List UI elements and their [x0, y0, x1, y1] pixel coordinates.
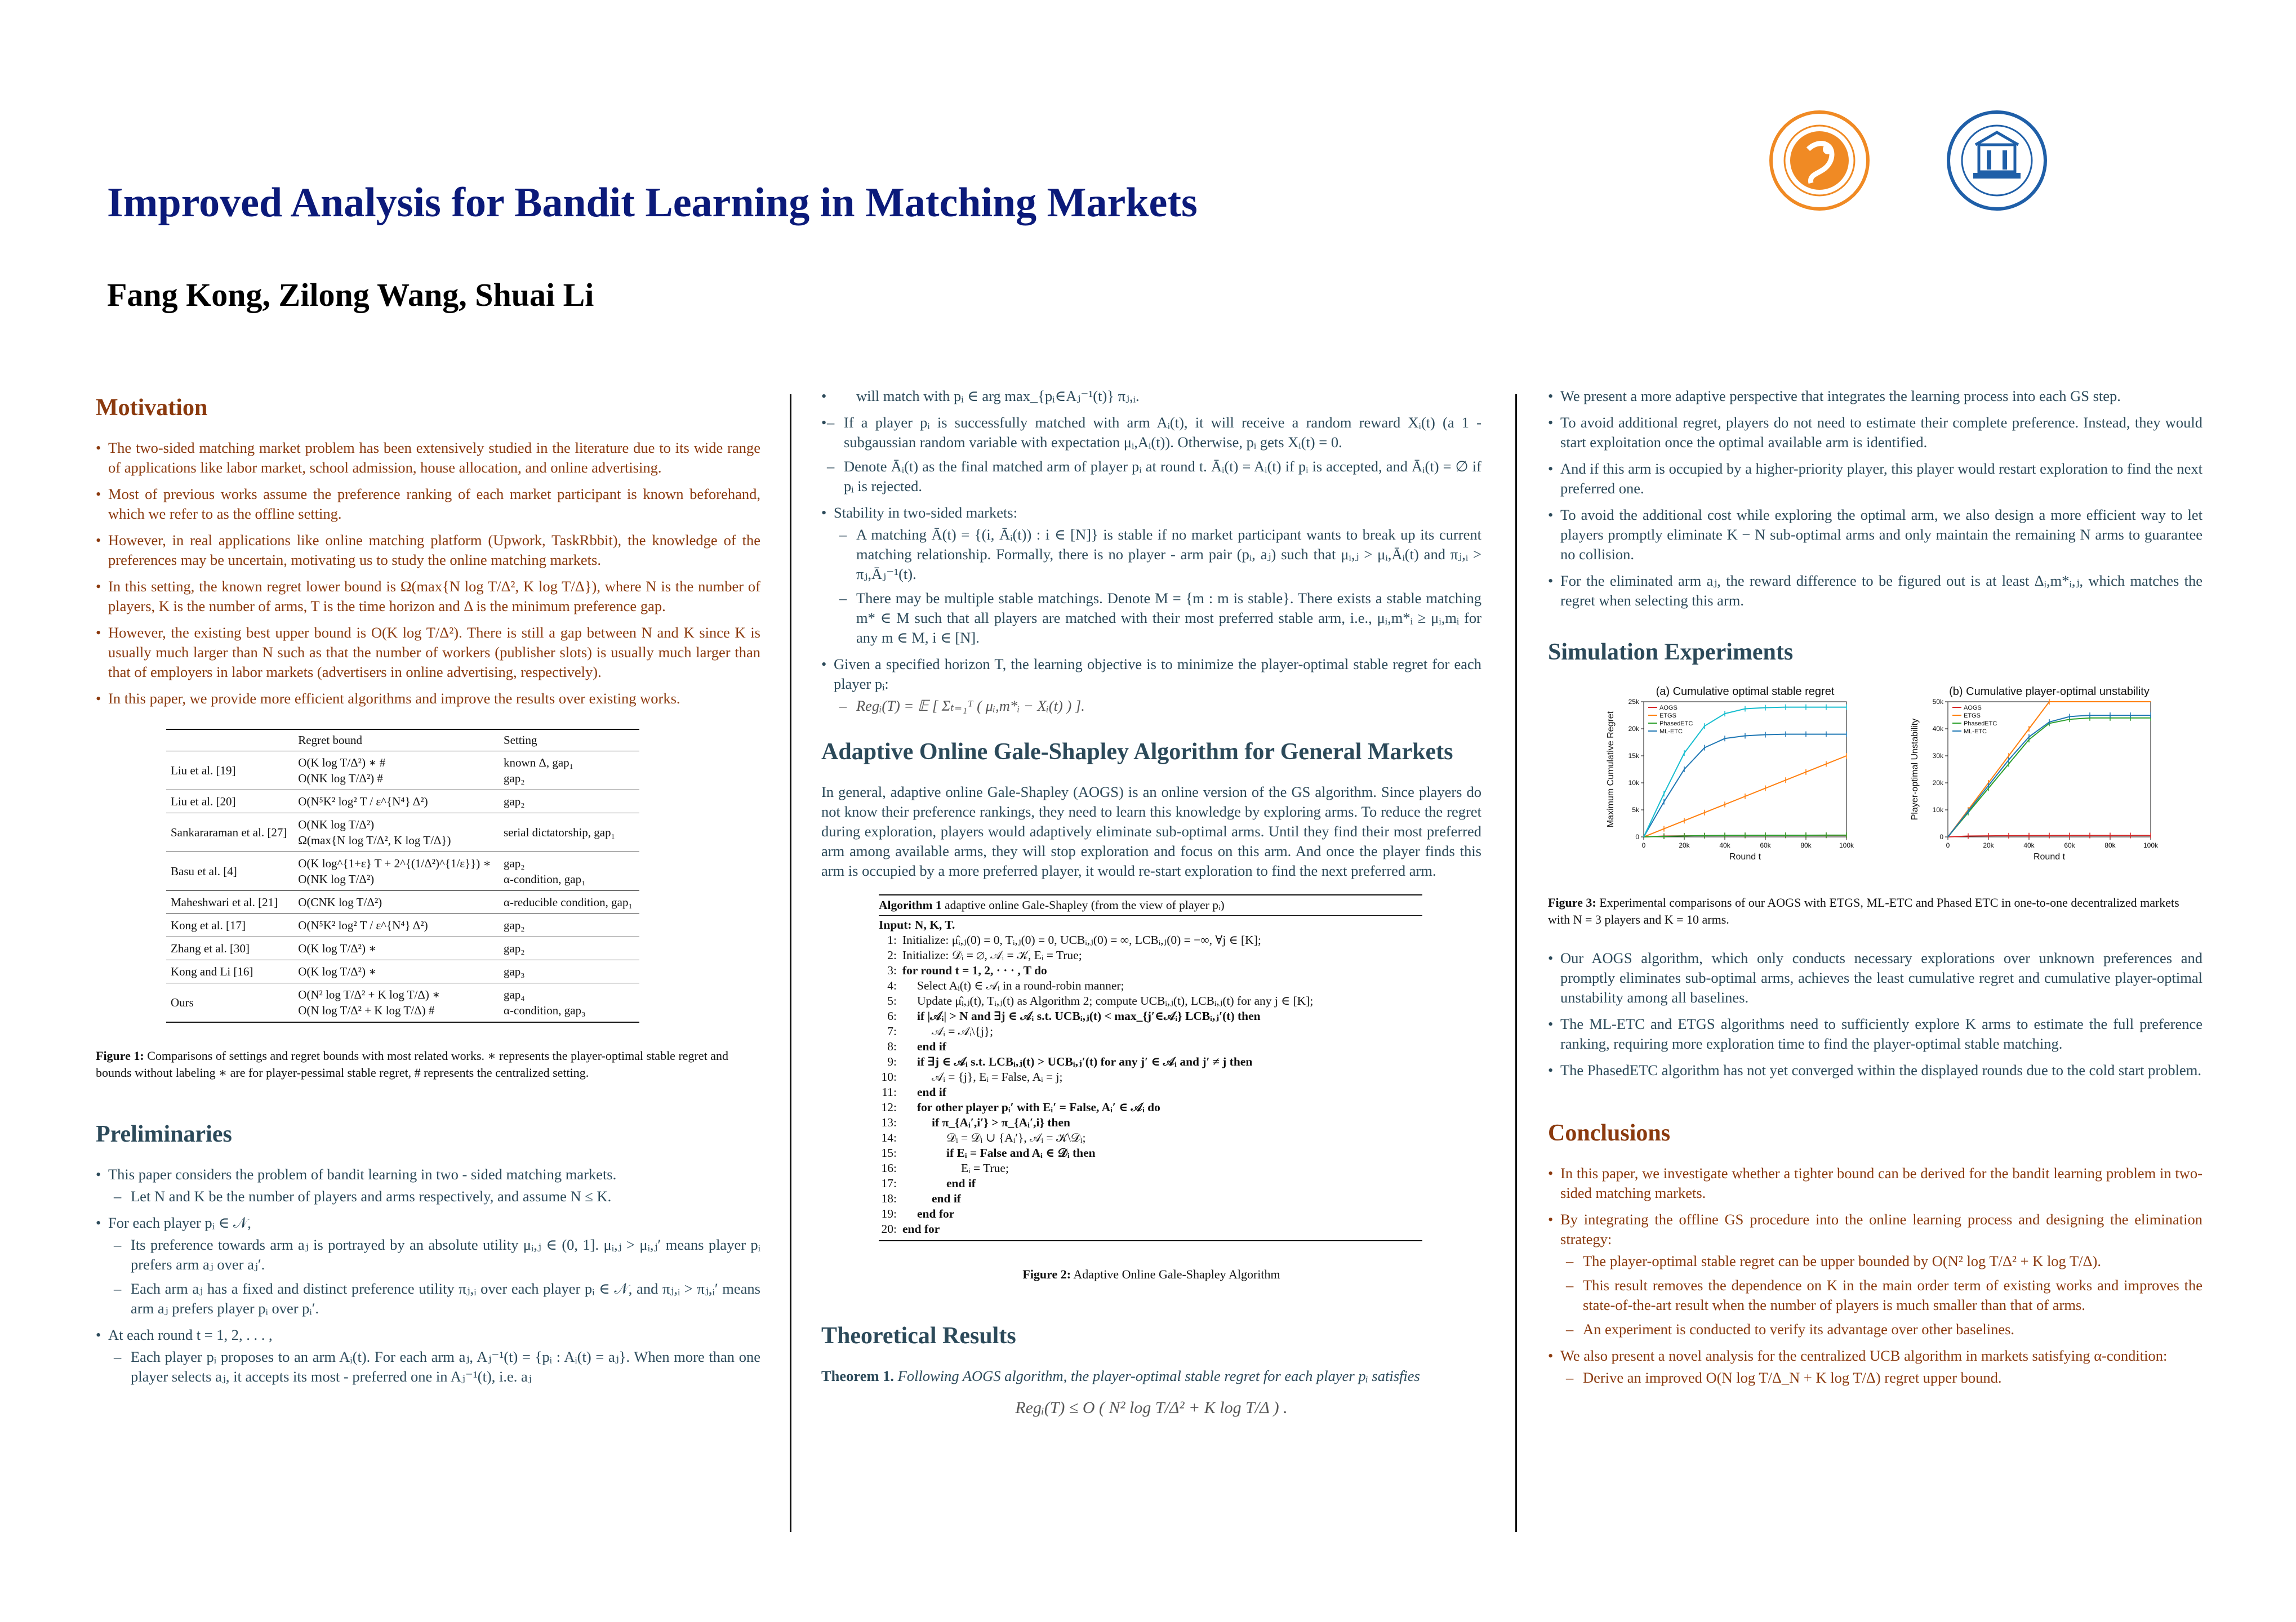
algorithm-line — [879, 1115, 1422, 1130]
table-cell: serial dictatorship, gap₁ — [499, 813, 639, 852]
y-tick-label: 0 — [1939, 833, 1943, 841]
legend-label: AOGS — [1964, 705, 1982, 711]
algorithm-box — [879, 894, 1422, 1241]
table-row — [166, 891, 639, 914]
conclusion-sub-bullet: – The player-optimal stable regret can be upper bounded by O(N² log T/Δ² + K log T/Δ). — [1560, 1251, 2202, 1271]
algorithm-line-number: 18: — [881, 1192, 897, 1205]
y-tick-label: 30k — [1932, 752, 1943, 760]
comparison-table — [166, 729, 639, 1023]
x-tick-label: 80k — [1800, 841, 1812, 849]
table-row — [166, 852, 639, 891]
objective-formula: – Regᵢ(T) = 𝔼 [ Σₜ₌₁ᵀ ( μᵢ,m*ᵢ − Xᵢ(t) ) ]. — [834, 696, 1481, 716]
conclusions-heading: Conclusions — [1548, 1120, 1671, 1146]
algorithm-line-text: 𝒜ᵢ = {j}, Eᵢ = False, Aᵢ = j; — [932, 1070, 1063, 1084]
figure2-caption-text: Adaptive Online Gale-Shapley Algorithm — [1073, 1267, 1280, 1281]
figure3-caption-label: Figure 3: — [1548, 895, 1596, 910]
y-axis-label: Player-optimal Unstability — [1910, 718, 1920, 821]
prelim-sub-bullet: – Let N and K be the number of players and arms respectively, and assume N ≤ K. — [108, 1187, 760, 1206]
legend-label: ETGS — [1964, 712, 1981, 719]
approach-bullet: • We present a more adaptive perspective that integrates the learning process into each GS step. — [1548, 386, 2202, 406]
simulation-bullet: • The ML-ETC and ETGS algorithms need to sufficiently explore K arms to estimate the full preference ranking, requiring more exploration time to find the player-optimal stable matching. — [1548, 1014, 2202, 1054]
prelim-continued-list — [821, 386, 1481, 406]
theorem-formula: Regᵢ(T) ≤ O ( N² log T/Δ² + K log T/Δ ) . — [1015, 1398, 1288, 1417]
algorithm-line — [879, 1024, 1422, 1039]
table-row — [166, 751, 639, 790]
table-cell: O(N⁵K² log² T / ε^{N⁴} Δ²) — [293, 790, 499, 813]
table-cell: O(K log T/Δ²) ∗ — [293, 937, 499, 960]
y-tick-label: 25k — [1628, 698, 1639, 706]
approach-list — [1548, 386, 2202, 611]
table-cell: O(CNK log T/Δ²) — [293, 891, 499, 914]
y-tick-label: 20k — [1932, 779, 1943, 787]
table-cell: Ours — [166, 983, 293, 1023]
algorithm-line — [879, 1222, 1422, 1237]
algorithm-line-number: 11: — [882, 1085, 897, 1099]
algorithm-line-number: 1: — [887, 933, 897, 947]
algorithm-number: Algorithm 1 — [879, 898, 942, 912]
simulation-bullet: • The PhasedETC algorithm has not yet converged within the displayed rounds due to the cold start problem. — [1548, 1060, 2202, 1080]
algorithm-line — [879, 993, 1422, 1009]
theorem-1 — [821, 1366, 1481, 1386]
reward-group — [821, 413, 1481, 496]
column-right — [1548, 387, 2202, 1394]
table-cell: Maheshwari et al. [21] — [166, 891, 293, 914]
algorithm-line-number: 7: — [887, 1024, 897, 1038]
y-tick-label: 50k — [1932, 698, 1943, 706]
y-tick-label: 0 — [1635, 833, 1639, 841]
chart-cumulative-regret — [1604, 683, 1886, 868]
table-cell: Liu et al. [19] — [166, 751, 293, 790]
aogs-paragraph: In general, adaptive online Gale-Shapley (AOGS) is an online version of the GS algorithm. Since players do not know their preference rankings, they need to learn this knowledge by exploring arms. To reduce the regret during exploration, players would adaptively eliminate sub-optimal arms. Until they find their most preferred arm among available arms, they will stop exploration and focus on this arm. And once the player finds this arm is occupied by a more preferred player, it would re-start exploration to find the next preferred arm. — [821, 783, 1481, 879]
simulation-findings-list — [1548, 948, 2202, 1080]
algorithm-line-number: 15: — [881, 1146, 897, 1160]
preliminaries-heading: Preliminaries — [96, 1121, 232, 1147]
conclusion-bullet-text: We also present a novel analysis for the centralized UCB algorithm in markets satisfying α-condition: — [1560, 1347, 2168, 1364]
table-cell: Liu et al. [20] — [166, 790, 293, 813]
prelim-bullet — [96, 1325, 760, 1387]
table-row — [166, 914, 639, 937]
algorithm-line-number: 4: — [887, 979, 897, 992]
motivation-bullet: • However, the existing best upper bound is O(K log T/Δ²). There is still a gap between N and K since K is usually much larger than N such as that the number of workers (publisher slots) is usually much larger than that of employers in labor markets (advertisers in online advertising, respectively). — [96, 623, 760, 682]
algorithm-line-text: Eᵢ = True; — [961, 1161, 1009, 1175]
conclusion-bullet: • In this paper, we investigate whether a tighter bound can be derived for the bandit learning problem in two-sided matching markets. — [1548, 1164, 2202, 1203]
reward-sub-bullet: – • If a player pᵢ is successfully matched with arm Aᵢ(t), it will receive a random reward Xᵢ(t) (a 1 - subgaussian random variable with expectation μᵢ,Aᵢ(t)). Otherwise, pᵢ gets Xᵢ(t) = 0. — [821, 413, 1481, 452]
comparison-table-wrap — [166, 729, 760, 1023]
algorithm-line — [879, 1206, 1422, 1222]
prelim-bullet-text: At each round t = 1, 2, . . . , — [108, 1326, 273, 1343]
y-tick-label: 10k — [1932, 806, 1943, 814]
prelim-sub-bullet: – Its preference towards arm aⱼ is portrayed by an absolute utility μᵢ,ⱼ ∈ (0, 1]. μᵢ,ⱼ > μᵢ,ⱼ′ means player pᵢ prefers arm aⱼ over aⱼ′. — [108, 1235, 760, 1275]
algorithm-line-number: 10: — [881, 1070, 897, 1084]
simulation-figure — [1548, 683, 2202, 868]
table-cell: gap₂ — [499, 937, 639, 960]
x-tick-label: 40k — [2023, 841, 2035, 849]
approach-bullet: • To avoid the additional cost while exploring the optimal arm, we also design a more efficient way to let players promptly eliminate K − N sub-optimal arms and only maintain the remaining N arms to guarantee no collision. — [1548, 505, 2202, 564]
algorithm-line-number: 20: — [881, 1222, 897, 1236]
algorithm-line-number: 16: — [881, 1161, 897, 1175]
chart-title: (a) Cumulative optimal stable regret — [1656, 685, 1835, 698]
algorithm-input: Input: N, K, T. — [879, 918, 955, 932]
figure1-caption — [96, 1048, 760, 1081]
x-tick-label: 0 — [1946, 841, 1950, 849]
simulation-heading: Simulation Experiments — [1548, 639, 1794, 665]
figure1-caption-label: Figure 1: — [96, 1049, 144, 1063]
table-row — [166, 960, 639, 983]
y-tick-label: 40k — [1932, 725, 1943, 733]
algorithm-title — [879, 894, 1422, 916]
motivation-heading: Motivation — [96, 395, 208, 421]
algorithm-line-text: Update μ̂ᵢ,ⱼ(t), Tᵢ,ⱼ(t) as Algorithm 2; compute UCBᵢ,ⱼ(t), LCBᵢ,ⱼ(t) for any j ∈ [K]; — [917, 994, 1314, 1008]
algorithm-line — [879, 1176, 1422, 1191]
stability-sub-bullet: – There may be multiple stable matchings. Denote M = {m : m is stable}. There exists a stable matching m* ∈ M such that all players are matched with their most preferred stable arm, i.e., μᵢ,m*ᵢ ≥ μᵢ,mᵢ for any m ∈ M, i ∈ [N]. — [834, 589, 1481, 648]
prelim-sub-bullet: – Each player pᵢ proposes to an arm Aᵢ(t). For each arm aⱼ, Aⱼ⁻¹(t) = {pᵢ : Aᵢ(t) = aⱼ}. When more than one player selects aⱼ, it accepts its most - preferred one in Aⱼ⁻¹(t), i.e. aⱼ — [108, 1347, 760, 1387]
algorithm-line — [879, 1100, 1422, 1115]
sustech-logo — [1769, 110, 1870, 211]
algorithm-line-text: end for — [902, 1222, 940, 1236]
table-header: Regret bound — [293, 729, 499, 751]
legend-label: ETGS — [1659, 712, 1676, 719]
algorithm-line-text: end if — [917, 1040, 946, 1053]
algorithm-line-number: 14: — [881, 1131, 897, 1144]
figure3-caption-text: Experimental comparisons of our AOGS with ETGS, ML-ETC and Phased ETC in one-to-one decentralized markets with N = 3 players and K = 10 arms. — [1548, 895, 2179, 926]
x-tick-label: 100k — [1839, 841, 1854, 849]
x-axis-label: Round t — [2033, 852, 2066, 862]
algorithm-line-text: Initialize: μ̂ᵢ,ⱼ(0) = 0, Tᵢ,ⱼ(0) = 0, UCBᵢ,ⱼ(0) = ∞, LCBᵢ,ⱼ(0) = −∞, ∀j ∈ [K]; — [902, 933, 1261, 947]
column-left — [96, 394, 760, 1393]
table-cell: Zhang et al. [30] — [166, 937, 293, 960]
conclusion-sub-bullet: – This result removes the dependence on K in the main order term of existing works and improves the state-of-the-art result when the number of players is much smaller than that of arms. — [1560, 1276, 2202, 1315]
approach-bullet: • To avoid additional regret, players do not need to estimate their complete preference. Instead, they would start exploitation once the optimal available arm is identified. — [1548, 413, 2202, 452]
algorithm-line-number: 5: — [887, 994, 897, 1008]
aogs-heading: Adaptive Online Gale-Shapley Algorithm for General Markets — [821, 739, 1453, 765]
algorithm-line-text: for other player pᵢ′ with Eᵢ′ = False, Aᵢ′ ∈ 𝒜ᵢ do — [917, 1100, 1160, 1114]
table-cell: O(NK log T/Δ²) Ω(max{N log T/Δ², K log T/Δ}) — [293, 813, 499, 852]
approach-bullet: • For the eliminated arm aⱼ, the reward difference to be figured out is at least Δᵢ,m*ᵢ,ⱼ, which matches the regret when selecting this arm. — [1548, 571, 2202, 611]
algorithm-line-text: end if — [917, 1085, 946, 1099]
motivation-bullet: • Most of previous works assume the preference ranking of each market participant is known beforehand, which we refer to as the offline setting. — [96, 484, 760, 524]
prelim-bullet-text: This paper considers the problem of bandit learning in two - sided matching markets. — [108, 1166, 617, 1183]
column-divider-2 — [1515, 394, 1517, 1532]
x-tick-label: 0 — [1641, 841, 1646, 849]
table-cell: O(K log^{1+ε} T + 2^{(1/Δ²)^{1/ε}}) ∗ O(NK log T/Δ²) — [293, 852, 499, 891]
algorithm-line — [879, 1146, 1422, 1161]
algorithm-line-number: 12: — [881, 1100, 897, 1114]
x-tick-label: 40k — [1719, 841, 1730, 849]
table-row — [166, 813, 639, 852]
algorithm-line-number: 2: — [887, 948, 897, 962]
theory-heading: Theoretical Results — [821, 1323, 1016, 1349]
table-header — [166, 729, 293, 751]
reward-list — [821, 413, 1481, 716]
chart-player-unstability — [1908, 683, 2190, 868]
algorithm-line-number: 6: — [887, 1009, 897, 1023]
algorithm-line — [879, 933, 1422, 948]
legend-label: ML-ETC — [1964, 728, 1987, 735]
algorithm-line-text: 𝒜ᵢ = 𝒜ᵢ\{j}; — [932, 1024, 994, 1038]
sjtu-logo — [1946, 110, 2048, 211]
algorithm-line — [879, 1085, 1422, 1100]
algorithm-line-number: 3: — [887, 964, 897, 977]
approach-bullet: • And if this arm is occupied by a higher-priority player, this player would restart exploration to find the next preferred one. — [1548, 459, 2202, 498]
simulation-bullet: • Our AOGS algorithm, which only conducts necessary explorations over unknown preferences and promptly eliminates sub-optimal arms, achieves the least cumulative regret and cumulative player-optimal unstability among all baselines. — [1548, 948, 2202, 1008]
motivation-bullet: • However, in real applications like online matching platform (Upwork, TaskRbbit), the knowledge of the preferences may be uncertain, motivating us to study the online matching markets. — [96, 531, 760, 570]
algorithm-line-text: if π_{Aᵢ′,i′} > π_{Aᵢ′,i} then — [932, 1116, 1070, 1129]
x-tick-label: 60k — [2064, 841, 2075, 849]
motivation-bullet: • The two-sided matching market problem has been extensively studied in the literature due to its wide range of applications like labor market, school admission, house allocation, and online advertising. — [96, 438, 760, 478]
prelim-bullet — [96, 1165, 760, 1206]
algorithm-line — [879, 1039, 1422, 1054]
x-tick-label: 20k — [1679, 841, 1690, 849]
algorithm-line-number: 9: — [887, 1055, 897, 1068]
y-tick-label: 15k — [1628, 752, 1639, 760]
table-cell: O(N² log T/Δ² + K log T/Δ) ∗ O(N log T/Δ² + K log T/Δ) # — [293, 983, 499, 1023]
algorithm-line — [879, 1161, 1422, 1176]
y-axis-label: Maximum Cumulative Regret — [1606, 711, 1616, 828]
algorithm-line-text: if ∃j ∈ 𝒜ᵢ s.t. LCBᵢ,ⱼ(t) > UCBᵢ,ⱼ′(t) for any j′ ∈ 𝒜ᵢ and j′ ≠ j then — [917, 1055, 1253, 1068]
algorithm-line-text: Initialize: 𝒟ᵢ = ∅, 𝒜ᵢ = 𝒦, Eᵢ = True; — [902, 948, 1082, 962]
table-cell: gap₄ α-condition, gap₃ — [499, 983, 639, 1023]
objective-bullet-text: Given a specified horizon T, the learning objective is to minimize the player-optimal stable regret for each player pᵢ: — [834, 656, 1481, 692]
figure2-caption — [821, 1266, 1481, 1283]
poster-authors: Fang Kong, Zilong Wang, Shuai Li — [107, 277, 594, 313]
table-cell: Basu et al. [4] — [166, 852, 293, 891]
algorithm-line — [879, 1070, 1422, 1085]
algorithm-line-text: end if — [932, 1192, 961, 1205]
prelim-sub-bullet: – Each arm aⱼ has a fixed and distinct preference utility πⱼ,ᵢ over each player pᵢ ∈ 𝒩, and πⱼ,ᵢ > πⱼ,ᵢ′ means arm aⱼ prefers player pᵢ over pᵢ′. — [108, 1279, 760, 1318]
algorithm-title-text: adaptive online Gale-Shapley (from the view of player pᵢ) — [941, 898, 1225, 912]
y-tick-label: 5k — [1632, 806, 1639, 814]
x-tick-label: 80k — [2104, 841, 2116, 849]
objective-bullet — [821, 654, 1481, 716]
figure2-caption-label: Figure 2: — [1022, 1267, 1071, 1281]
algorithm-line-text: Select Aᵢ(t) ∈ 𝒜ᵢ in a round-robin manner; — [917, 979, 1124, 992]
x-axis-label: Round t — [1729, 852, 1761, 862]
table-cell: O(N⁵K² log² T / ε^{N⁴} Δ²) — [293, 914, 499, 937]
motivation-list — [96, 438, 760, 708]
algorithm-line-number: 19: — [881, 1207, 897, 1220]
conclusion-bullet — [1548, 1346, 2202, 1388]
algorithm-line-number: 13: — [881, 1116, 897, 1129]
algorithm-line — [879, 963, 1422, 978]
prelim-bullet — [96, 1213, 760, 1318]
legend-label: AOGS — [1659, 705, 1677, 711]
algorithm-line — [879, 978, 1422, 993]
x-tick-label: 100k — [2143, 841, 2159, 849]
algorithm-line-text: for round t = 1, 2, · · · , T do — [902, 964, 1047, 977]
stability-sub-bullet: – A matching Ā(t) = {(i, Āᵢ(t)) : i ∈ [N]} is stable if no market participant wants to break up its current matching relationship. Formally, there is no player - arm pair (pᵢ, aⱼ) such that μᵢ,ⱼ > μᵢ,Āᵢ(t) and πⱼ,ᵢ > πⱼ,Āⱼ⁻¹(t). — [834, 525, 1481, 584]
algorithm-line — [879, 1191, 1422, 1206]
theorem-label: Theorem 1. — [821, 1367, 895, 1384]
preliminaries-list — [96, 1165, 760, 1387]
motivation-bullet: • In this setting, the known regret lower bound is Ω(max{N log T/Δ², K log T/Δ}), where N is the number of players, K is the number of arms, T is the time horizon and Δ is the minimum preference gap. — [96, 577, 760, 616]
column-divider-1 — [790, 394, 791, 1532]
table-cell: gap₂ — [499, 790, 639, 813]
algorithm-line-text: end for — [917, 1207, 955, 1220]
algorithm-line — [879, 1130, 1422, 1146]
table-header: Setting — [499, 729, 639, 751]
figure1-caption-text: Comparisons of settings and regret bounds with most related works. ∗ represents the player-optimal stable regret and bounds without labeling ∗ are for player-pessimal stable regret, # represents the centralized setting. — [96, 1049, 729, 1080]
x-tick-label: 20k — [1983, 841, 1994, 849]
algorithm-end-rule — [879, 1237, 1422, 1241]
prelim-continued-text — [821, 386, 1481, 406]
prelim-bullet-text: For each player pᵢ ∈ 𝒩, — [108, 1214, 251, 1231]
algorithm-line — [879, 1054, 1422, 1070]
y-tick-label: 10k — [1628, 779, 1639, 787]
reward-sub-bullet: – Denote Āᵢ(t) as the final matched arm of player pᵢ at round t. Āᵢ(t) = Aᵢ(t) if pᵢ is accepted, and Āᵢ(t) = ∅ if pᵢ is rejected. — [821, 457, 1481, 496]
conclusion-sub-bullet: – Derive an improved O(N log T/Δ_N + K log T/Δ) regret upper bound. — [1560, 1368, 2202, 1388]
theorem-text: Following AOGS algorithm, the player-optimal stable regret for each player pᵢ satisfies — [897, 1367, 1420, 1384]
conclusion-sub-bullet: – An experiment is conducted to verify its advantage over other baselines. — [1560, 1320, 2202, 1339]
conclusion-bullet — [1548, 1210, 2202, 1339]
column-middle — [821, 387, 1481, 1418]
legend-label: PhasedETC — [1964, 720, 1997, 727]
chart-title: (b) Cumulative player-optimal unstability — [1949, 685, 2150, 698]
stability-bullet — [821, 503, 1481, 648]
algorithm-line-number: 17: — [881, 1177, 897, 1190]
motivation-bullet: • In this paper, we provide more efficient algorithms and improve the results over existing works. — [96, 689, 760, 708]
algorithm-lines — [879, 933, 1422, 1237]
table-cell: gap₂ α-condition, gap₁ — [499, 852, 639, 891]
prelim-continued-line: will match with pᵢ ∈ arg max_{pᵢ∈Aⱼ⁻¹(t)} πⱼ,ᵢ. — [856, 387, 1140, 404]
table-cell: Kong et al. [17] — [166, 914, 293, 937]
table-row — [166, 790, 639, 813]
table-cell: O(K log T/Δ²) ∗ — [293, 960, 499, 983]
algorithm-line — [879, 1009, 1422, 1024]
stability-bullet-text: Stability in two-sided markets: — [834, 504, 1018, 521]
poster-title: Improved Analysis for Bandit Learning in Matching Markets — [107, 180, 1198, 226]
table-cell: O(K log T/Δ²) ∗ # O(NK log T/Δ²) # — [293, 751, 499, 790]
conclusion-bullet-text: By integrating the offline GS procedure into the online learning process and designing the elimination strategy: — [1560, 1211, 2202, 1247]
algorithm-line-text: if Eᵢ = False and Aᵢ ∈ 𝒟ᵢ then — [946, 1146, 1096, 1160]
table-cell: Sankararaman et al. [27] — [166, 813, 293, 852]
table-row — [166, 983, 639, 1023]
table-cell: known Δ, gap₁ gap₂ — [499, 751, 639, 790]
legend-label: PhasedETC — [1659, 720, 1693, 727]
algorithm-line-text: end if — [946, 1177, 976, 1190]
legend-label: ML-ETC — [1659, 728, 1683, 735]
algorithm-line-text: 𝒟ᵢ = 𝒟ᵢ ∪ {Aᵢ′}, 𝒜ᵢ = 𝒦\𝒟ᵢ; — [946, 1131, 1086, 1144]
table-cell: Kong and Li [16] — [166, 960, 293, 983]
algorithm-line-text: if |𝒜ᵢ| > N and ∃j ∈ 𝒜ᵢ s.t. UCBᵢ,ⱼ(t) < max_{j′∈𝒜ᵢ} LCBᵢ,ⱼ′(t) then — [917, 1009, 1261, 1023]
figure3-caption — [1548, 894, 2202, 928]
table-cell: gap₃ — [499, 960, 639, 983]
x-tick-label: 60k — [1760, 841, 1771, 849]
algorithm-line-number: 8: — [887, 1040, 897, 1053]
table-cell: gap₂ — [499, 914, 639, 937]
y-tick-label: 20k — [1628, 725, 1639, 733]
table-row — [166, 937, 639, 960]
table-cell: α-reducible condition, gap₁ — [499, 891, 639, 914]
conclusions-list — [1548, 1164, 2202, 1388]
algorithm-line — [879, 948, 1422, 963]
